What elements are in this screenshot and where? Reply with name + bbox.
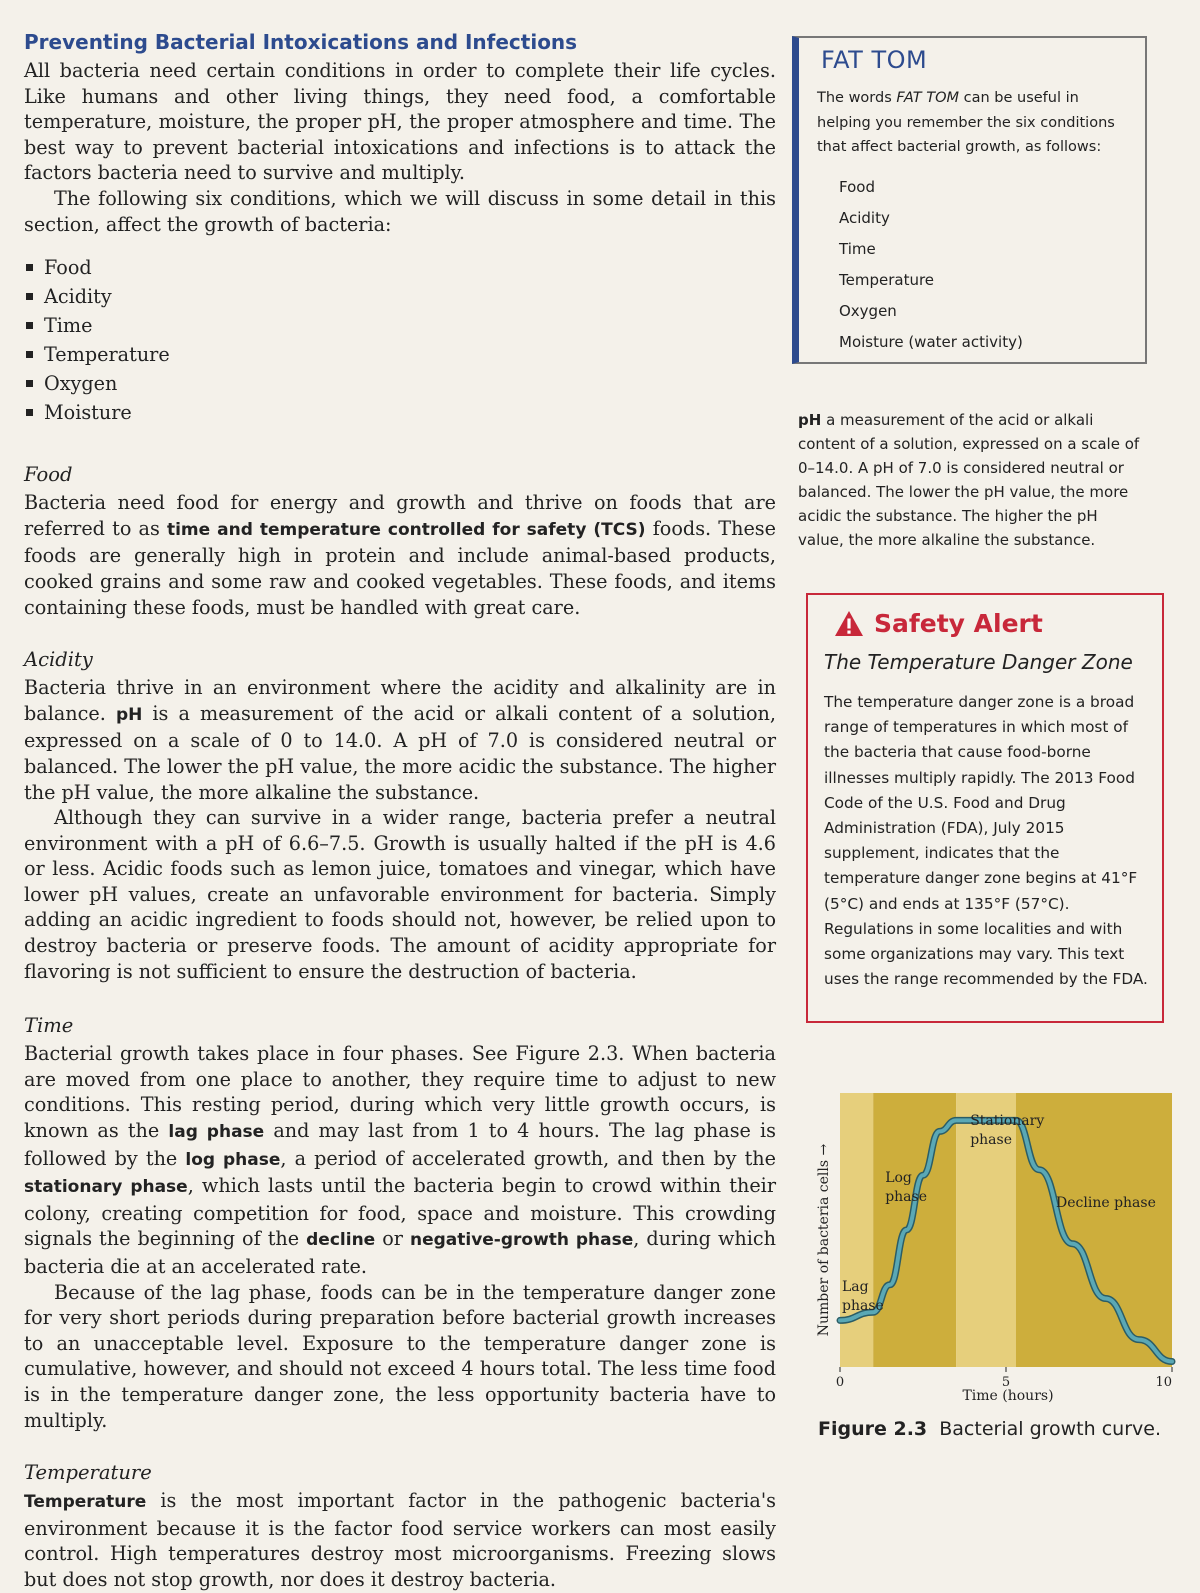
y-axis-label: Number of bacteria cells → bbox=[816, 1143, 832, 1337]
ph-term: pH bbox=[115, 704, 143, 725]
list-item: Acidity bbox=[24, 282, 776, 311]
time-heading: Time bbox=[24, 1014, 74, 1038]
figure-caption bbox=[818, 1418, 1161, 1440]
list-item: Temperature bbox=[839, 270, 935, 289]
safety-alert-label: Safety Alert bbox=[874, 609, 1043, 638]
main-column bbox=[24, 30, 776, 1593]
phase-label: Stationary phase bbox=[970, 1113, 1045, 1148]
intro-paragraph-2: The following six conditions, which we will discuss in some detail in this section, affect the growth of bacteria: bbox=[24, 186, 776, 236]
list-item: Food bbox=[24, 253, 776, 282]
bacterial-growth-chart bbox=[810, 1085, 1182, 1415]
acidity-paragraph-1: Bacteria thrive in an environment where the acidity and alkalinity are in balance. pH is a measurement of the acid or alkali content of a solution, expressed on a scale of 0 to 14.0. A pH of 7.0 is considered neutral or balanced. The lower the pH value, the more acidic the substance. The higher the pH value, the more alkaline the substance. bbox=[24, 676, 776, 804]
intro-paragraph-1: All bacteria need certain conditions in order to complete their life cycles. Like humans and other living things, they need food, a comfortable temperature, moisture, the proper pH, the proper atmosphere and time. The best way to prevent bacterial intoxications and infections is to attack the factors bacteria need to survive and multiply. bbox=[24, 59, 776, 185]
stationary-phase-term: stationary phase bbox=[24, 1177, 188, 1198]
warning-triangle-icon bbox=[834, 610, 864, 637]
phase-label: Log phase bbox=[885, 1170, 927, 1205]
fat-tom-term: FAT TOM bbox=[896, 90, 959, 106]
phase-band bbox=[840, 1093, 873, 1367]
list-item: Oxygen bbox=[839, 301, 897, 320]
food-paragraph: Bacteria need food for energy and growth and thrive on foods that are referred to as time and temperature controlled for safety (TCS) foods. These foods are generally high in protein and include animal-based products, cooked grains and some raw and cooked vegetables. These foods, and items containing these foods, must be handled with great care. bbox=[24, 491, 776, 619]
x-tick-label: 10 bbox=[1155, 1375, 1172, 1390]
fat-tom-list bbox=[817, 172, 1131, 358]
list-item: Acidity bbox=[839, 208, 890, 227]
decline-term: decline bbox=[306, 1230, 376, 1251]
time-paragraph-1: Bacterial growth takes place in four phases. See Figure 2.3. When bacteria are moved from one place to another, they require time to adjust to new conditions. This resting period, during which very little growth occurs, is known as the lag phase and may last from 1 to 4 hours. The lag phase is followed by the log phase, a period of accelerated growth, and then by the stationary phase, which lasts until the bacteria begin to crowd within their colony, creating competition for food, space and moisture. This crowding signals the beginning of the decline or negative-growth phase, during which bacteria die at an accelerated rate. bbox=[24, 1042, 776, 1278]
temperature-heading: Temperature bbox=[24, 1461, 152, 1485]
list-item: Moisture bbox=[24, 398, 776, 427]
food-heading: Food bbox=[24, 463, 73, 487]
acidity-paragraph-2: Although they can survive in a wider range, bacteria prefer a neutral environment with a pH of 6.6–7.5. Growth is usually halted if the pH is 4.6 or less. Acidic foods such as lemon juice, tomatoes and vinegar, which have lower pH values, create an unfavorable environment for bacteria. Simply adding an acidic ingredient to foods should not, however, be relied upon to destroy bacteria or preserve foods. The amount of acidity appropriate for flavoring is not sufficient to ensure the destruction of bacteria. bbox=[24, 806, 776, 983]
x-tick-label: 5 bbox=[1001, 1375, 1011, 1390]
phase-band bbox=[1016, 1093, 1172, 1367]
lag-phase-term: lag phase bbox=[168, 1122, 265, 1143]
list-item: Moisture (water activity) bbox=[839, 332, 1023, 351]
log-phase-term: log phase bbox=[185, 1149, 281, 1170]
list-item: Time bbox=[24, 311, 776, 340]
time-paragraph-2: Because of the lag phase, foods can be in the temperature danger zone for very short periods during preparation before bacterial growth increases to an unacceptable level. Exposure to the temperature danger zone is cumulative, however, and should not exceed 4 hours total. The less time food is in the temperature danger zone, the less opportunity bacteria have to multiply. bbox=[24, 1280, 776, 1432]
safety-alert-header bbox=[834, 609, 1148, 638]
list-item: Time bbox=[839, 239, 876, 258]
negative-growth-term: negative-growth phase bbox=[409, 1230, 634, 1251]
page-title: Preventing Bacterial Intoxications and Infections bbox=[24, 30, 578, 54]
safety-alert-subtitle: The Temperature Danger Zone bbox=[824, 650, 1133, 674]
phase-band bbox=[873, 1093, 956, 1367]
fat-tom-box bbox=[792, 36, 1147, 364]
tcs-term: time and temperature controlled for safety (TCS) bbox=[166, 519, 646, 540]
x-axis-label: Time (hours) bbox=[962, 1388, 1054, 1404]
fat-tom-intro: The words FAT TOM can be useful in helping you remember the six conditions that affect bacterial growth, as follows: bbox=[817, 90, 1115, 155]
list-item: Food bbox=[839, 177, 875, 196]
temperature-term: Temperature bbox=[24, 1492, 147, 1513]
list-item: Temperature bbox=[24, 340, 776, 369]
phase-label: Lag phase bbox=[842, 1279, 884, 1314]
ph-definition: pH a measurement of the acid or alkali content of a solution, expressed on a scale of 0–14.0. A pH of 7.0 is considered neutral or balanced. The lower the pH value, the more acidic the substance. The higher the pH value, the more alkaline the substance. bbox=[798, 411, 1140, 549]
phase-label: Decline phase bbox=[1056, 1195, 1156, 1211]
safety-alert-box bbox=[806, 593, 1164, 1023]
figure-caption-text: Bacterial growth curve. bbox=[939, 1418, 1161, 1440]
temperature-paragraph: Temperature is the most important factor in the pathogenic bacteria's environment because it is the factor food service workers can most easily control. High temperatures destroy most microorganisms. Freezing slows but does not stop growth, nor does it destroy bacteria. bbox=[24, 1489, 776, 1591]
fat-tom-title: FAT TOM bbox=[821, 46, 928, 74]
figure-number: Figure 2.3 bbox=[818, 1418, 928, 1440]
conditions-list bbox=[24, 253, 776, 427]
list-item: Oxygen bbox=[24, 369, 776, 398]
x-tick-label: 0 bbox=[835, 1375, 845, 1390]
ph-definition-term: pH bbox=[798, 411, 822, 429]
safety-alert-body: The temperature danger zone is a broad range of temperatures in which most of the bacteria that cause food-borne illnesses multiply rapidly. The 2013 Food Code of the U.S. Food and Drug Administration (FDA), July 2015 supplement, indicates that the temperature danger zone begins at 41°F (5°C) and ends at 135°F (57°C). Regulations in some localities and with some organizations may vary. This text uses the range recommended by the FDA. bbox=[824, 693, 1148, 989]
acidity-heading: Acidity bbox=[24, 648, 93, 672]
